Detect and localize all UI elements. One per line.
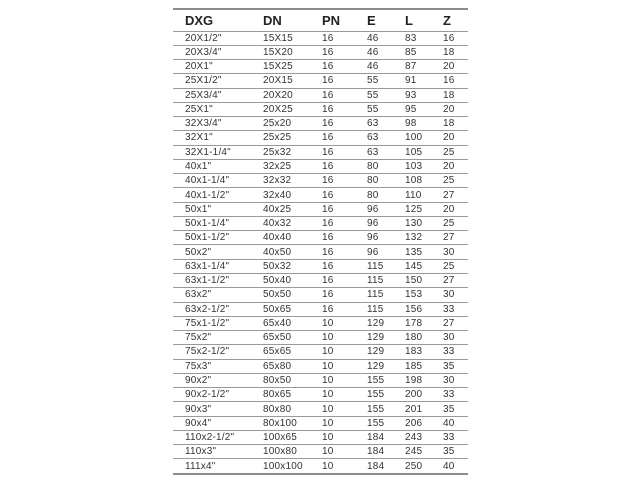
- table-cell-l: 87: [405, 61, 417, 73]
- table-cell-dxg: 25X1/2": [185, 75, 222, 87]
- table-cell-pn: 16: [322, 260, 334, 272]
- table-cell-l: 125: [405, 203, 423, 215]
- table-cell-l: 200: [405, 389, 423, 401]
- table-cell-z: 33: [443, 389, 455, 401]
- table-row: [173, 359, 468, 373]
- header-row: [173, 9, 468, 31]
- table-cell-dn: 40x25: [263, 203, 292, 215]
- table-cell-l: 180: [405, 332, 423, 344]
- table-cell-dxg: 20X1": [185, 61, 213, 73]
- table-cell-pn: 16: [322, 246, 334, 258]
- table-cell-dxg: 40x1-1/4": [185, 175, 230, 187]
- table-cell-e: 115: [367, 303, 384, 315]
- table-cell-dn: 25x32: [263, 146, 292, 158]
- table-cell-dn: 20X20: [263, 89, 293, 101]
- table-cell-dn: 65x40: [263, 317, 292, 329]
- table-cell-pn: 16: [322, 89, 334, 101]
- table-cell-l: 135: [405, 246, 423, 258]
- table-cell-e: 63: [367, 118, 379, 130]
- table-cell-dxg: 32X3/4": [185, 118, 222, 130]
- table-cell-z: 18: [443, 118, 455, 130]
- table-row: [173, 202, 468, 216]
- table-cell-e: 155: [367, 375, 385, 386]
- table-cell-dn: 32x32: [263, 175, 292, 187]
- table-row: [173, 388, 468, 402]
- table-row: [173, 117, 468, 131]
- table-cell-dn: 80x80: [263, 403, 292, 415]
- table-cell-dn: 50x50: [263, 289, 292, 301]
- table-cell-pn: 10: [322, 375, 334, 386]
- table-cell-dxg: 32X1-1/4": [185, 146, 231, 158]
- column-header-dn: DN: [263, 12, 282, 28]
- table-cell-l: 245: [405, 446, 423, 458]
- table-cell-dxg: 75x2-1/2": [185, 346, 230, 358]
- table-cell-pn: 16: [322, 275, 334, 287]
- table-row: [173, 345, 468, 359]
- table-cell-z: 20: [443, 61, 455, 73]
- table-cell-dn: 25x25: [263, 132, 292, 144]
- table-cell-e: 63: [367, 132, 379, 144]
- column-header-l: L: [405, 12, 413, 28]
- table-cell-e: 80: [367, 175, 379, 187]
- table-cell-e: 96: [367, 232, 379, 244]
- table-cell-l: 100: [405, 132, 423, 144]
- table-cell-z: 20: [443, 161, 455, 173]
- table-cell-pn: 16: [322, 146, 334, 158]
- table-cell-pn: 10: [322, 432, 334, 444]
- table-cell-l: 105: [405, 146, 423, 158]
- table-cell-l: 103: [405, 161, 423, 173]
- table-cell-z: 40: [443, 460, 455, 472]
- table-cell-dn: 20X25: [263, 103, 293, 115]
- table-cell-dxg: 90x3": [185, 403, 212, 415]
- table-cell-pn: 16: [322, 118, 334, 130]
- table-cell-e: 184: [367, 460, 385, 472]
- table-cell-e: 184: [367, 446, 385, 458]
- table-cell-dn: 65x50: [263, 332, 292, 344]
- table-cell-z: 25: [443, 146, 455, 158]
- table-cell-z: 33: [443, 346, 455, 358]
- table-cell-pn: 16: [322, 46, 334, 58]
- table-row: [173, 430, 468, 444]
- table-cell-pn: 16: [322, 132, 334, 144]
- table-cell-z: 25: [443, 175, 455, 187]
- table-cell-dn: 40x40: [263, 232, 292, 244]
- table-cell-dn: 15X25: [263, 61, 293, 73]
- table-cell-dxg: 25X3/4": [185, 89, 222, 101]
- table-cell-dn: 50x40: [263, 275, 292, 287]
- table-cell-z: 20: [443, 132, 455, 144]
- table-cell-e: 155: [367, 417, 385, 429]
- table-cell-l: 130: [405, 218, 423, 230]
- table-cell-pn: 10: [322, 389, 334, 401]
- table-cell-z: 18: [443, 89, 455, 101]
- table-cell-pn: 10: [322, 417, 334, 429]
- table-cell-dxg: 32X1": [185, 132, 213, 144]
- table-row: [173, 459, 468, 474]
- table-cell-dxg: 111x4": [185, 460, 216, 472]
- table-cell-dn: 15X15: [263, 32, 293, 44]
- table-cell-z: 30: [443, 289, 455, 301]
- table-cell-z: 30: [443, 332, 455, 344]
- table-cell-dxg: 63x1-1/2": [185, 275, 230, 287]
- table-cell-z: 27: [443, 317, 455, 329]
- table-cell-pn: 10: [322, 360, 334, 372]
- table-cell-z: 20: [443, 203, 455, 215]
- table-cell-z: 20: [443, 103, 455, 115]
- table-cell-pn: 16: [322, 218, 334, 230]
- table-cell-z: 30: [443, 246, 455, 258]
- table-row: [173, 88, 468, 102]
- table-cell-dn: 50x32: [263, 260, 292, 272]
- table-cell-z: 33: [443, 432, 455, 444]
- table-cell-dn: 100x80: [263, 446, 298, 458]
- table-row: [173, 231, 468, 245]
- table-row: [173, 216, 468, 230]
- table-row: [173, 416, 468, 430]
- table-cell-dxg: 63x1-1/4": [185, 260, 230, 272]
- table-cell-pn: 10: [322, 317, 334, 329]
- table-cell-z: 18: [443, 46, 455, 58]
- table-cell-dn: 25x20: [263, 118, 292, 130]
- table-cell-e: 129: [367, 332, 385, 344]
- table-cell-dn: 65x65: [263, 346, 292, 358]
- table-cell-dxg: 90x2": [185, 375, 212, 386]
- table-cell-z: 35: [443, 403, 455, 415]
- table-cell-l: 132: [405, 232, 423, 244]
- table-cell-e: 46: [367, 46, 379, 58]
- table-cell-l: 110: [405, 189, 422, 201]
- table-row: [173, 74, 468, 88]
- table-row: [173, 373, 468, 387]
- column-header-e: E: [367, 12, 376, 28]
- table-cell-e: 129: [367, 346, 385, 358]
- table-cell-pn: 10: [322, 332, 334, 344]
- table-cell-dn: 32x25: [263, 161, 292, 173]
- table-cell-l: 91: [405, 75, 417, 87]
- table-cell-pn: 16: [322, 32, 334, 44]
- table-cell-z: 16: [443, 32, 455, 44]
- table-cell-z: 40: [443, 417, 455, 429]
- table-cell-z: 16: [443, 75, 455, 87]
- table-row: [173, 60, 468, 74]
- table-cell-dxg: 50x1": [185, 203, 212, 215]
- table-row: [173, 331, 468, 345]
- table-cell-z: 27: [443, 275, 455, 287]
- table-cell-l: 153: [405, 289, 423, 301]
- table-cell-e: 115: [367, 260, 384, 272]
- table-cell-l: 98: [405, 118, 417, 130]
- table-cell-e: 80: [367, 161, 379, 173]
- table-cell-dn: 80x65: [263, 389, 292, 401]
- table-cell-dxg: 50x1-1/4": [185, 218, 230, 230]
- table-cell-e: 96: [367, 203, 379, 215]
- table-cell-dn: 50x65: [263, 303, 292, 315]
- table-cell-e: 80: [367, 189, 379, 201]
- table-row: [173, 274, 468, 288]
- table-row: [173, 302, 468, 316]
- table-cell-l: 206: [405, 417, 423, 429]
- table-cell-dxg: 20X3/4": [185, 46, 222, 58]
- table-cell-pn: 10: [322, 446, 334, 458]
- table-cell-dn: 40x32: [263, 218, 292, 230]
- table-cell-l: 145: [405, 260, 423, 272]
- table-cell-dxg: 75x3": [185, 360, 212, 372]
- table-cell-dn: 65x80: [263, 360, 292, 372]
- table-cell-e: 55: [367, 103, 379, 115]
- spec-table: [173, 8, 468, 475]
- table-cell-z: 30: [443, 375, 455, 386]
- table-cell-e: 184: [367, 432, 385, 444]
- table-cell-l: 83: [405, 32, 417, 44]
- table-cell-dn: 20X15: [263, 75, 293, 87]
- table-cell-e: 129: [367, 317, 385, 329]
- table-cell-e: 46: [367, 32, 379, 44]
- table-cell-pn: 16: [322, 175, 334, 187]
- table-cell-dn: 100x65: [263, 432, 298, 444]
- table-row: [173, 131, 468, 145]
- table-cell-l: 178: [405, 317, 423, 329]
- table-cell-l: 201: [405, 403, 423, 415]
- table-row: [173, 188, 468, 202]
- table-cell-dxg: 110x3": [185, 446, 217, 458]
- table-cell-dxg: 40x1-1/2": [185, 189, 230, 201]
- table-cell-e: 115: [367, 275, 384, 287]
- table-cell-e: 96: [367, 246, 379, 258]
- table-cell-dxg: 63x2-1/2": [185, 303, 230, 315]
- table-cell-l: 108: [405, 175, 423, 187]
- table-cell-z: 27: [443, 232, 455, 244]
- table-cell-pn: 10: [322, 403, 334, 415]
- table-cell-dn: 40x50: [263, 246, 292, 258]
- table-cell-z: 33: [443, 303, 455, 315]
- table-cell-e: 96: [367, 218, 379, 230]
- table-cell-dxg: 63x2": [185, 289, 212, 301]
- table-cell-pn: 16: [322, 103, 334, 115]
- table-cell-dxg: 20X1/2": [185, 32, 222, 44]
- table-cell-pn: 10: [322, 346, 334, 358]
- table-cell-dn: 80x50: [263, 375, 292, 386]
- table-cell-l: 183: [405, 346, 423, 358]
- table-row: [173, 159, 468, 173]
- table-cell-z: 25: [443, 260, 455, 272]
- table-cell-l: 185: [405, 360, 423, 372]
- table-row: [173, 288, 468, 302]
- column-header-z: Z: [443, 12, 451, 28]
- table-cell-dxg: 25X1": [185, 103, 213, 115]
- table-cell-z: 35: [443, 446, 455, 458]
- column-header-dxg: DXG: [185, 12, 214, 28]
- table-cell-e: 55: [367, 89, 379, 101]
- table-row: [173, 45, 468, 59]
- table-cell-pn: 16: [322, 203, 334, 215]
- table-cell-l: 95: [405, 103, 417, 115]
- table-cell-dn: 100x100: [263, 460, 303, 472]
- table-cell-dn: 15X20: [263, 46, 293, 58]
- table-cell-l: 198: [405, 375, 423, 386]
- table-row: [173, 31, 468, 45]
- table-cell-dn: 32x40: [263, 189, 292, 201]
- table-cell-dxg: 50x1-1/2": [185, 232, 230, 244]
- table-cell-pn: 10: [322, 460, 334, 472]
- table-cell-l: 243: [405, 432, 423, 444]
- table-cell-pn: 16: [322, 75, 334, 87]
- table-row: [173, 145, 468, 159]
- table-row: [173, 174, 468, 188]
- table-cell-z: 35: [443, 360, 455, 372]
- table-cell-l: 93: [405, 89, 417, 101]
- table-body: [173, 31, 468, 474]
- table-cell-dxg: 90x4": [185, 417, 212, 429]
- table-cell-dxg: 50x2": [185, 246, 212, 258]
- table-cell-pn: 16: [322, 232, 334, 244]
- table-cell-e: 155: [367, 389, 385, 401]
- column-header-pn: PN: [322, 12, 341, 28]
- table-row: [173, 316, 468, 330]
- table-cell-pn: 16: [322, 61, 334, 73]
- table-cell-l: 250: [405, 460, 423, 472]
- table-cell-l: 150: [405, 275, 423, 287]
- table-cell-e: 115: [367, 289, 384, 301]
- table-cell-e: 155: [367, 403, 385, 415]
- table-cell-dxg: 75x2": [185, 332, 212, 344]
- table-cell-z: 27: [443, 189, 455, 201]
- table-row: [173, 259, 468, 273]
- table-cell-e: 63: [367, 146, 379, 158]
- table-cell-e: 129: [367, 360, 385, 372]
- table-cell-pn: 16: [322, 189, 334, 201]
- table-cell-l: 156: [405, 303, 423, 315]
- table-cell-e: 55: [367, 75, 379, 87]
- table-cell-e: 46: [367, 61, 379, 73]
- table-cell-dn: 80x100: [263, 417, 298, 429]
- table-cell-pn: 16: [322, 303, 334, 315]
- table-cell-pn: 16: [322, 161, 334, 173]
- table-cell-dxg: 40x1": [185, 161, 212, 173]
- table-cell-z: 25: [443, 218, 455, 230]
- table-cell-l: 85: [405, 46, 417, 58]
- table-row: [173, 245, 468, 259]
- table-cell-dxg: 110x2-1/2": [185, 432, 235, 444]
- table-cell-pn: 16: [322, 289, 334, 301]
- table-cell-dxg: 75x1-1/2": [185, 317, 230, 329]
- table-row: [173, 402, 468, 416]
- table-row: [173, 102, 468, 116]
- table-cell-dxg: 90x2-1/2": [185, 389, 230, 401]
- table-row: [173, 445, 468, 459]
